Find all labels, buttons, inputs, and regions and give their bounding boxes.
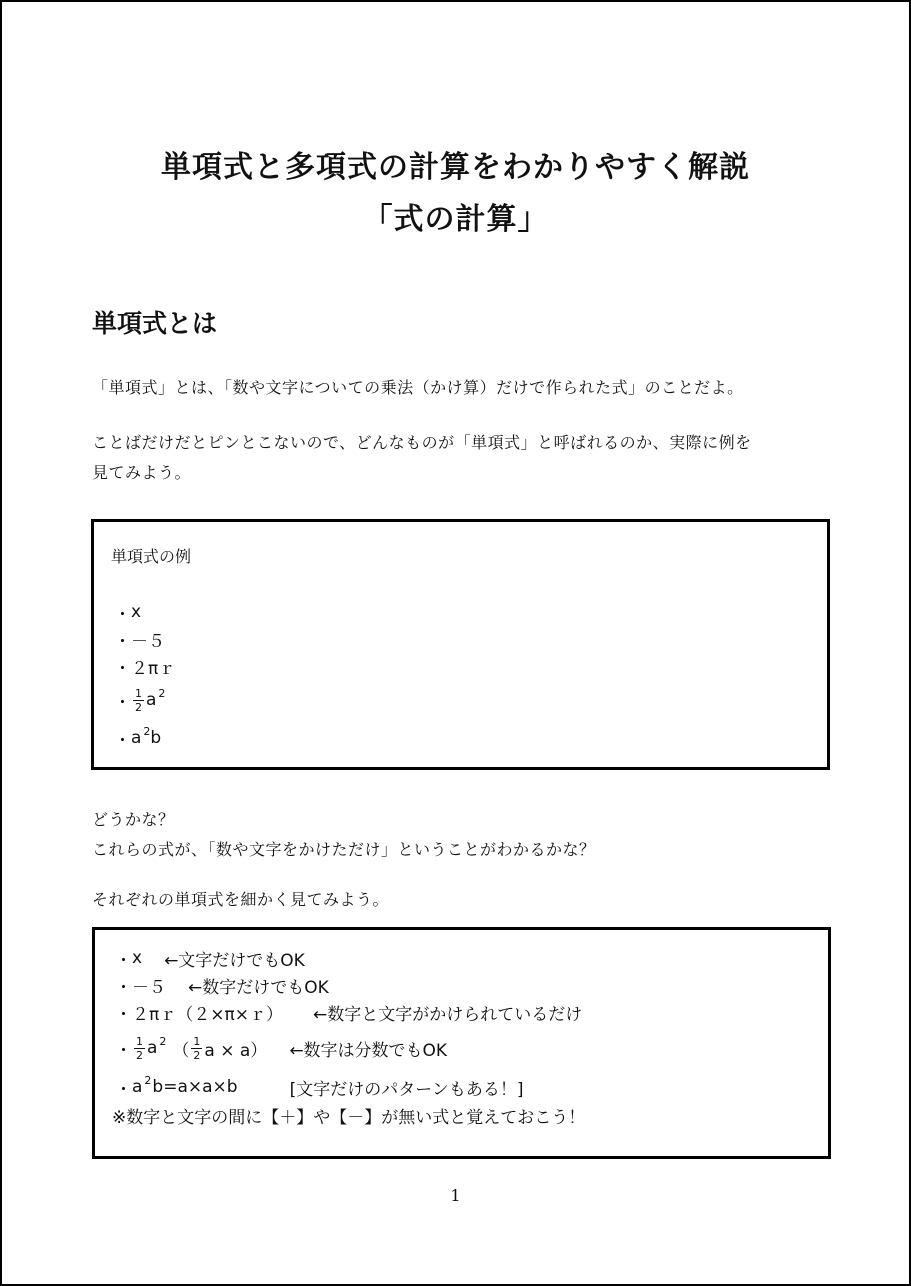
example-item-x (114, 598, 141, 626)
fraction-denominator: 2 (193, 1048, 201, 1062)
detail-note: ←文字だけでもOK (164, 950, 305, 971)
bullet: ・ (114, 730, 131, 751)
open-paren: （ (172, 1040, 190, 1061)
fraction (134, 1036, 145, 1061)
examples-box (91, 519, 830, 770)
detail-expression: x (132, 948, 143, 968)
example-expression: ２πｒ (131, 658, 176, 679)
detail-row-a-squared-b (115, 1073, 524, 1101)
question-line-1: どうかな？ (92, 810, 175, 829)
bullet: ・ (114, 692, 131, 713)
detail-expression: a × a） (204, 1040, 268, 1061)
fraction-denominator: 2 (136, 1048, 143, 1062)
question-paragraph (92, 805, 832, 865)
detail-expression: ２πｒ（２×π×ｒ） (132, 1004, 283, 1025)
bullet: ・ (115, 977, 132, 998)
page-title: 単項式と多項式の計算をわかりやすく解説 (161, 150, 750, 185)
detail-box (92, 927, 831, 1159)
fraction-numerator: 1 (135, 686, 142, 700)
variable: a (132, 1077, 143, 1097)
detail-row-half-a-squared (115, 1034, 447, 1062)
bullet: ・ (114, 658, 131, 679)
exponent: 2 (159, 1034, 167, 1048)
bullet: ・ (114, 631, 131, 652)
fraction-denominator: 2 (135, 700, 142, 714)
page-number: 1 (450, 1186, 461, 1205)
bullet: ・ (114, 604, 131, 625)
question-line-2: これらの式が、「数や文字をかけただけ」ということがわかるかな？ (92, 840, 596, 859)
bullet: ・ (115, 1004, 132, 1025)
fraction-numerator: 1 (136, 1034, 143, 1048)
page-subtitle: 「式の計算」 (362, 202, 549, 237)
detail-expression: b=a×a×b (152, 1077, 238, 1097)
fraction (191, 1036, 202, 1061)
example-expression: －５ (131, 631, 165, 652)
exponent: 2 (143, 724, 151, 738)
fraction (133, 688, 144, 713)
bullet: ・ (115, 950, 132, 971)
detail-note: ←数字だけでもOK (188, 977, 329, 998)
detail-expression: －５ (132, 977, 166, 998)
variable: a (147, 1038, 158, 1058)
detail-summary-note: ※数字と文字の間に【＋】や【－】が無い式と覚えておこう！ (112, 1107, 586, 1128)
detail-note: ←数字は分数でもOK (289, 1040, 448, 1061)
lead-in-paragraph: それぞれの単項式を細かく見てみよう。 (92, 890, 390, 909)
intro-paragraph (92, 428, 832, 488)
detail-note: [文字だけのパターンもある！] (289, 1079, 524, 1100)
intro-line-1: ことばだけだとピンとこないので、どんなものが「単項式」と呼ばれるのか、実際に例を (92, 433, 752, 452)
variable-tail: b (150, 728, 162, 748)
example-item-half-a-squared (114, 686, 165, 714)
section-heading: 単項式とは (92, 309, 218, 338)
detail-row-minus-five (115, 971, 329, 999)
variable: a (131, 728, 142, 748)
exponent: 2 (144, 1073, 152, 1087)
variable: a (146, 690, 157, 710)
example-item-2pir (114, 652, 175, 680)
example-item-minus-five (114, 625, 165, 653)
detail-row-2pir (115, 998, 582, 1026)
definition-paragraph: 「単項式」とは、「数や文字についての乗法（かけ算）だけで作られた式」のことだよ。 (92, 378, 744, 397)
bullet: ・ (115, 1079, 132, 1100)
examples-box-title: 単項式の例 (111, 547, 192, 566)
fraction-numerator: 1 (193, 1034, 201, 1048)
detail-note: ←数字と文字がかけられているだけ (312, 1004, 583, 1025)
detail-row-x (115, 944, 305, 972)
bullet: ・ (115, 1040, 132, 1061)
example-expression: x (131, 602, 142, 622)
example-item-a-squared-b (114, 724, 161, 752)
exponent: 2 (158, 686, 166, 700)
intro-line-2: 見てみよう。 (92, 463, 192, 482)
